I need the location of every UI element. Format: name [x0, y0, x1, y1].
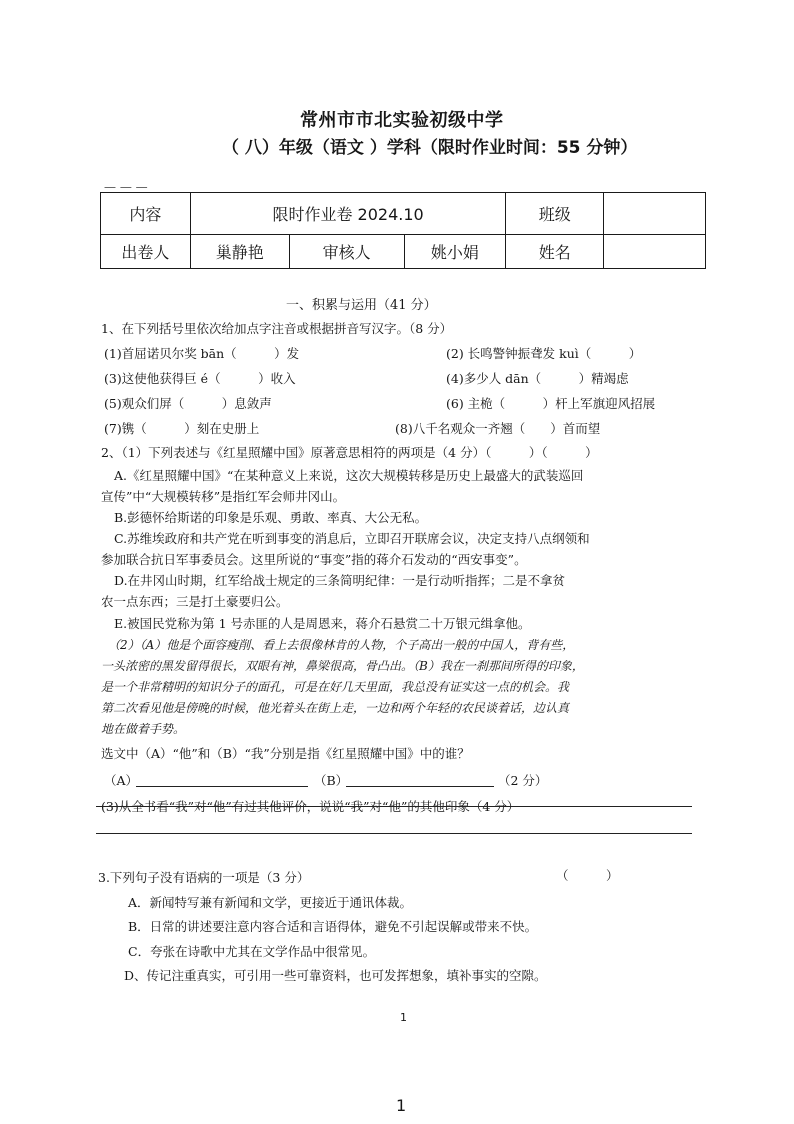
q1-item-5: (5)观众们屏（ ）息敛声 — [104, 396, 272, 411]
q2-option-b: B.彭德怀给斯诺的印象是乐观、勇敢、率真、大公无私。 — [114, 510, 428, 525]
class-label: 班级 — [506, 193, 604, 235]
q1-item-7: (7)镌（ ）刻在史册上 — [104, 421, 260, 436]
answer-a-blank[interactable] — [136, 786, 308, 787]
q2-stem: 2、（1）下列表述与《红星照耀中国》原著意思相符的两项是（4 分）（ ）（ ） — [101, 445, 598, 460]
reviewer-label: 审核人 — [289, 235, 404, 269]
q2-passage-line4: 第二次看见他是傍晚的时候，他光着头在街上走，一边和两个年轻的农民谈着话，边认真 — [101, 701, 570, 715]
q3-option-b: B．日常的讲述要注意内容合适和言语得体，避免不引起误解或带来不快。 — [128, 919, 538, 934]
q2-passage-line3: 是一个非常精明的知识分子的面孔，可是在好几天里面，我总没有证实这一点的机会。我 — [101, 680, 570, 694]
q2-option-d-line2: 农一点东西；三是打土豪要归公。 — [101, 594, 289, 609]
q2-option-c-line1: C.苏维埃政府和共产党在听到事变的消息后，立即召开联席会议，决定支持八点纲领和 — [114, 531, 590, 546]
q1-item-3: (3)这使他获得巨 é（ ）收入 — [104, 371, 296, 386]
q1-item-4: (4)多少人 dān（ ）精竭虑 — [446, 371, 629, 386]
page-number-outer: 1 — [396, 1096, 407, 1115]
q2-passage-line5: 地在做着手势。 — [101, 722, 186, 736]
answer-b-blank[interactable] — [346, 786, 494, 787]
content-label: 内容 — [101, 193, 191, 235]
school-title: 常州市市北实验初级中学 — [300, 110, 504, 131]
q1-item-1: (1)首屈诺贝尔奖 bān（ ）发 — [104, 346, 300, 361]
info-table — [100, 192, 706, 269]
q2-sub-question: 选文中（A）“他”和（B）“我”分别是指《红星照耀中国》中的谁？ — [101, 746, 470, 761]
name-label: 姓名 — [506, 235, 604, 269]
exam-subtitle: （ 八）年级（语文 ）学科（限时作业时间：55 分钟） — [222, 138, 638, 158]
q2-option-e: E.被国民党称为第 1 号赤匪的人是周恩来，蒋介石悬赏二十万银元缉拿他。 — [114, 616, 531, 631]
q1-item-8: (8)八千名观众一齐翘（ ）首而望 — [395, 421, 601, 436]
divider-mark: — — — — [104, 180, 148, 194]
answer-score: （2 分） — [498, 773, 548, 788]
answer-a-label: （A） — [104, 773, 139, 788]
q2-option-c-line2: 参加联合抗日军事委员会。这里所说的“事变”指的蒋介石发动的“西安事变”。 — [101, 552, 527, 567]
q1-stem: 1、在下列括号里依次给加点字注音或根据拼音写汉字。（8 分） — [101, 321, 453, 336]
reviewer-value: 姚小娟 — [404, 235, 506, 269]
answer-b-label: （B） — [314, 773, 349, 788]
q2-passage-line1: （2）（A）他是个面容瘦削、看上去很像林肯的人物，个子高出一般的中国人，背有些， — [108, 638, 575, 652]
class-field[interactable] — [604, 193, 706, 235]
page-number-inner: 1 — [400, 1011, 407, 1024]
q2-option-a-line1: A.《红星照耀中国》“在某种意义上来说，这次大规模转移是历史上最盛大的武装巡回 — [114, 468, 584, 483]
name-field[interactable] — [604, 235, 706, 269]
q3-answer-blank[interactable]: （ ） — [556, 868, 619, 883]
q2-option-a-line2: 宣传”中“大规模转移”是指红军会师井冈山。 — [101, 489, 346, 504]
content-value: 限时作业卷 2024.10 — [190, 193, 505, 235]
author-label: 出卷人 — [101, 235, 191, 269]
answer-line-1[interactable] — [96, 806, 692, 807]
q2-option-d-line1: D.在井冈山时期，红军给战士规定的三条简明纪律：一是行动听指挥；二是不拿贫 — [114, 573, 566, 588]
q3-stem: 3.下列句子没有语病的一项是（3 分） — [98, 870, 310, 885]
answer-line-2[interactable] — [96, 833, 692, 834]
section-title: 一、积累与运用（41 分） — [286, 298, 437, 313]
q2-passage-line2: 一头浓密的黑发留得很长，双眼有神，鼻梁很高，骨凸出。（B）我在一刹那间所得的印象， — [101, 659, 584, 673]
q3-option-d: D、传记注重真实，可引用一些可靠资料，也可发挥想象，填补事实的空隙。 — [124, 968, 547, 983]
author-value: 巢静艳 — [190, 235, 289, 269]
q2-part3-stem: (3)从全书看“我”对“他”有过其他评价，说说“我”对“他”的其他印象（4 分） — [101, 799, 520, 814]
q3-option-c: C．夸张在诗歌中尤其在文学作品中很常见。 — [128, 944, 376, 959]
q1-item-2: (2) 长鸣警钟振聋发 kuì（ ） — [446, 346, 642, 361]
q1-item-6: (6) 主桅（ ）杆上军旗迎风招展 — [446, 396, 656, 411]
q3-option-a: A．新闻特写兼有新闻和文学，更接近于通讯体裁。 — [128, 895, 413, 910]
